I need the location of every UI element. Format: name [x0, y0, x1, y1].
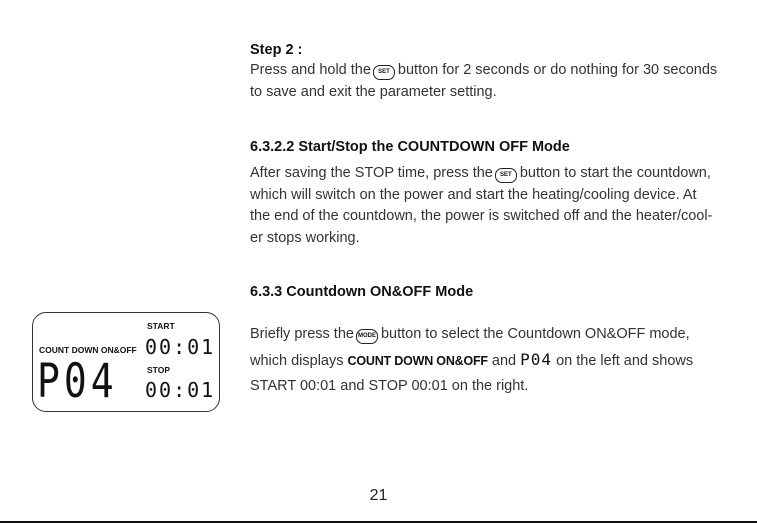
- step-2-heading: Step 2 :: [250, 42, 303, 58]
- lcd-stop-label: STOP: [147, 365, 170, 375]
- section-6322-text-2: which will switch on the power and start the heating/cooling device. At: [250, 186, 697, 203]
- section-633-text-3: START 00:01 and STOP 00:01 on the right.: [250, 378, 529, 394]
- section-6322-paragraph: [250, 163, 742, 249]
- step-2-text-1a: Press and hold the: [250, 62, 371, 78]
- section-6322-text-4: er stops working.: [250, 229, 360, 246]
- p04-code: P04: [520, 350, 553, 369]
- lcd-code: P04: [37, 353, 118, 408]
- mode-button-icon: MODE: [356, 329, 378, 344]
- bottom-rule: [0, 521, 757, 523]
- section-633-text-1b: button to select the Countdown ON&OFF mode,: [380, 326, 690, 342]
- step-2-paragraph: [250, 60, 742, 103]
- lcd-start-time: 00:01: [145, 335, 216, 359]
- lcd-display: [32, 312, 220, 412]
- section-633-heading: 6.3.3 Countdown ON&OFF Mode: [250, 284, 474, 300]
- lcd-mode-label: COUNT DOWN ON&OFF: [39, 345, 137, 355]
- countdown-onoff-label: COUNT DOWN ON&OFF: [347, 354, 488, 368]
- section-6322-text-1a: After saving the STOP time, press the: [250, 165, 493, 181]
- step-2-text-2: to save and exit the parameter setting.: [250, 83, 497, 100]
- set-button-icon: SET: [495, 168, 517, 183]
- section-633-text-2c: on the left and shows: [556, 353, 694, 369]
- section-633-text-2a: which displays: [250, 353, 344, 369]
- lcd-start-label: START: [147, 321, 175, 331]
- step-2-text-1b: button for 2 seconds or do nothing for 30 seconds: [397, 62, 718, 78]
- section-633-text-1a: Briefly press the: [250, 326, 354, 342]
- section-6322-text-3: the end of the countdown, the power is switched off and the heater/cool-: [250, 208, 713, 224]
- section-633-text-2b: and: [491, 353, 517, 369]
- section-6322-text-1b: button to start the countdown,: [519, 165, 711, 181]
- page-number: 21: [369, 487, 388, 504]
- section-6322-heading: 6.3.2.2 Start/Stop the COUNTDOWN OFF Mode: [250, 139, 570, 155]
- set-button-icon: SET: [373, 65, 395, 80]
- lcd-stop-time: 00:01: [145, 378, 216, 402]
- section-633-paragraph: [250, 322, 742, 399]
